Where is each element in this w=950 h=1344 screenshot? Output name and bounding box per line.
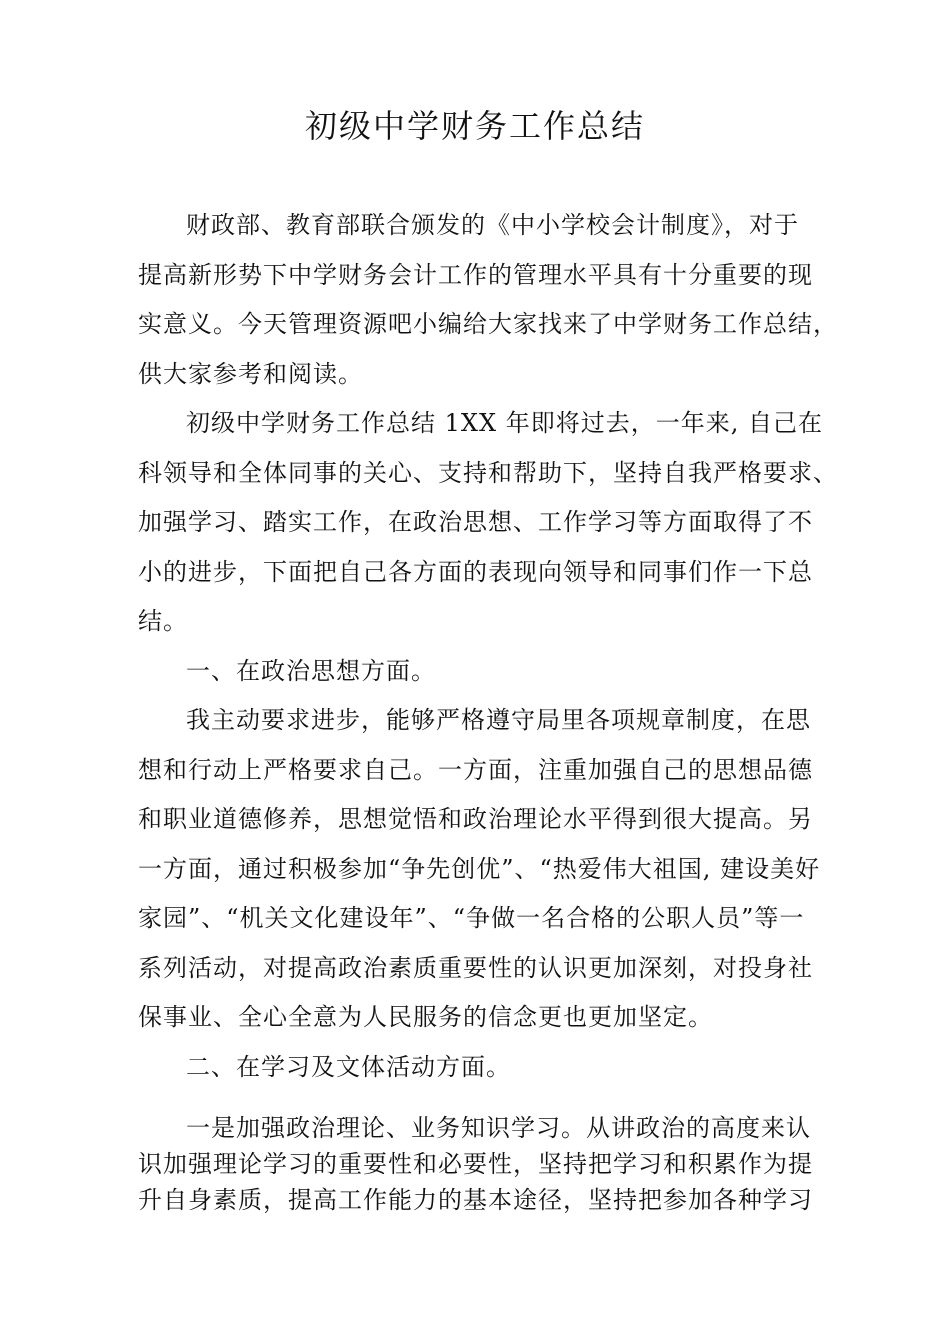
text-line: 小的进步，下面把自己各方面的表现向领导和同事们作一下总 <box>138 557 813 586</box>
text-line: 保事业、全心全意为人民服务的信念更也更加坚定。 <box>138 1003 713 1031</box>
section-heading-1 <box>138 647 838 697</box>
text-line: 系列活动，对提高政治素质重要性的认识更加深刻，对投身社 <box>138 953 813 982</box>
paragraph-3 <box>138 696 838 1043</box>
document-body <box>138 201 838 1092</box>
text-line: 二、在学习及文体活动方面。 <box>186 1052 511 1081</box>
text-line: 初级中学财务工作总结 1XX 年即将过去，一年来, 自己在 <box>186 409 823 437</box>
text-line: 一是加强政治理论、业务知识学习。从讲政治的高度来认 <box>186 1114 811 1142</box>
document-title: 初级中学财务工作总结 <box>304 107 645 145</box>
text-line: 一方面，通过积极参加“争先创优”、“热爱伟大祖国, 建设美好 <box>138 854 821 883</box>
text-line: 财政部、教育部联合颁发的《中小学校会计制度》，对于 <box>186 211 799 239</box>
text-line: 供大家参考和阅读。 <box>138 359 363 388</box>
text-line: 科领导和全体同事的关心、支持和帮助下，坚持自我严格要求、 <box>138 458 838 487</box>
paragraph-2 <box>138 399 838 647</box>
paragraph-1 <box>138 201 838 399</box>
text-line: 想和行动上严格要求自己。一方面，注重加强自己的思想品德 <box>138 755 813 784</box>
text-line: 我主动要求进步，能够严格遵守局里各项规章制度，在思 <box>186 706 811 734</box>
document-body-continued <box>138 1110 838 1218</box>
text-line: 实意义。今天管理资源吧小编给大家找来了中学财务工作总结， <box>138 310 838 338</box>
text-line: 加强学习、踏实工作，在政治思想、工作学习等方面取得了不 <box>138 508 813 536</box>
paragraph-4 <box>138 1110 838 1218</box>
text-line: 结。 <box>138 607 188 635</box>
section-heading-2 <box>138 1043 838 1093</box>
text-line: 提高新形势下中学财务会计工作的管理水平具有十分重要的现 <box>138 260 813 289</box>
text-line: 升自身素质，提高工作能力的基本途径，坚持把参加各种学习 <box>138 1186 813 1214</box>
text-line: 和职业道德修养，思想觉悟和政治理论水平得到很大提高。另 <box>138 805 813 833</box>
text-line: 识加强理论学习的重要性和必要性，坚持把学习和积累作为提 <box>138 1150 813 1178</box>
text-line: 家园”、“机关文化建设年”、“争做一名合格的公职人员”等一 <box>138 904 805 932</box>
text-line: 一、在政治思想方面。 <box>186 656 436 685</box>
